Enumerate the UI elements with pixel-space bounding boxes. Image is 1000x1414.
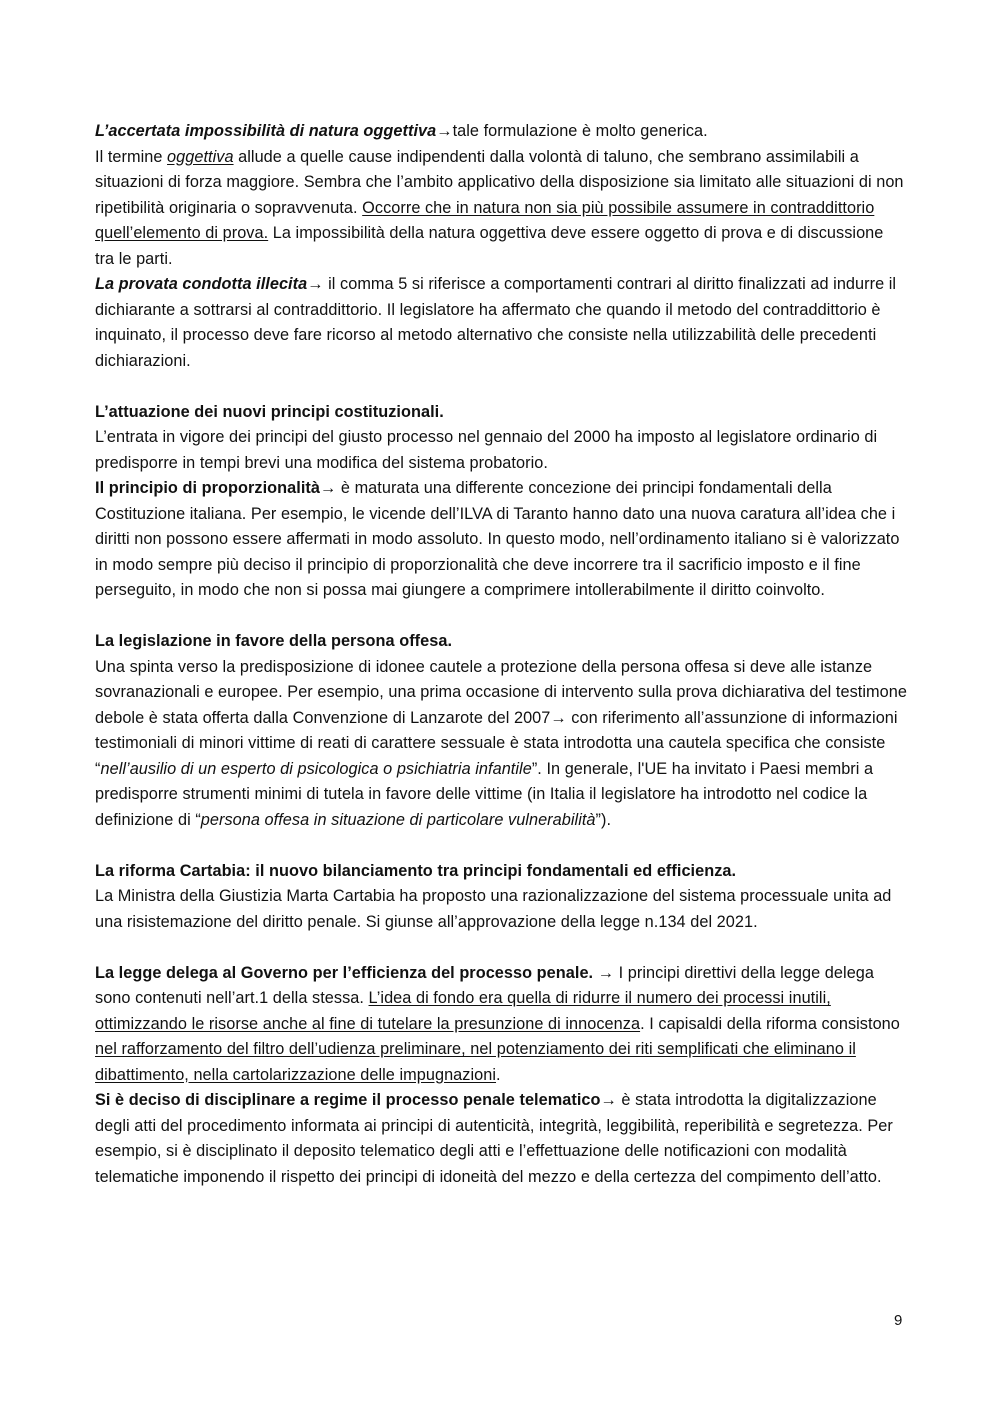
paragraph-condotta-illecita: La provata condotta illecita→ il comma 5 si riferisce a comportamenti contrari al diritto finalizzati ad indurre il dichiarante a sottrarsi al contraddittorio. Il legislatore ha affermato che quando il metodo del contraddittorio è inquinato, il processo deve fare ricorso al metodo alternativo che consiste nella utilizzabilità delle precedenti dichiarazioni. (95, 275, 897, 370)
underlined-sentence: Occorre che in natura non sia più possibile assumere in contraddittorio quell’elemento di prova. (95, 198, 875, 242)
arrow-right-icon: → (550, 708, 567, 727)
term-condotta-illecita: La provata condotta illecita (95, 275, 308, 293)
paragraph-legge-delega: La legge delega al Governo per l’efficienza del processo penale. → I principi direttivi della legge delega sono contenuti nell’art.1 della stessa. L’idea di fondo era quella di ridurre il numero dei processi inutili, ottimizzando le risorse anche al fine di tutelare la presunzione di innocenza. I capisaldi della riforma consistono nel rafforzamento del filtro dell’udienza preliminare, nel potenziamento dei riti semplificati che eliminano il dibattimento, nella cartolarizzazione delle impugnazioni. (95, 963, 900, 1084)
section-riforma-cartabia: La riforma Cartabia: il nuovo bilanciamento tra principi fondamentali ed efficienza. La Ministra della Giustizia Marta Cartabia ha proposto una razionalizzazione del sistema processuale unita ad una risistemazione del diritto penale. Si giunse all’approvazione della legge n.134 del 2021. (95, 861, 892, 931)
page-number: 9 (894, 1312, 903, 1329)
underlined-sentence: nel rafforzamento del filtro dell’udienza preliminare, nel potenziamento dei riti semplificati che eliminano il dibattimento, nella cartolarizzazione delle impugnazioni (95, 1040, 856, 1084)
section-heading: La legislazione in favore della persona offesa. (95, 632, 453, 650)
arrow-right-icon: → (436, 122, 453, 140)
term-legge-delega: La legge delega al Governo per l’efficienza del processo penale. (95, 963, 598, 982)
term-oggettiva: oggettiva (167, 147, 234, 166)
paragraph-impossibilita: L’accertata impossibilità di natura oggettiva→tale formulazione è molto generica. Il termine oggettiva allude a quelle cause indipendenti dalla volontà di taluno, che sembrano assimilabili a situazioni di forza maggiore. Sembra che l’ambito applicativo della disposizione sia limitato alle situazioni di non ripetibilità originaria o sopravvenuta. Occorre che in natura non sia più possibile assumere in contraddittorio quell’elemento di prova. La impossibilità della natura oggettiva deve essere oggetto di prova e di discussione tra le parti. (95, 122, 904, 268)
quote-italic: nell’ausilio di un esperto di psicologica o psichiatria infantile (100, 759, 532, 778)
section-persona-offesa: La legislazione in favore della persona offesa. Una spinta verso la predisposizione di idonee cautele a protezione della persona offesa si deve alle istanze sovranazionali e europee. Per esempio, una prima occasione di intervento sulla prova dichiarativa del testimone debole è stata offerta dalla Convenzione di Lanzarote del 2007→ con riferimento all’assunzione di informazioni testimoniali di minori vittime di reati di carattere sessuale è stata introdotta una cautela specifica che consiste “nell’ausilio di un esperto di psicologica o psichiatria infantile”. In generale, l'UE ha invitato i Paesi membri a predisporre strumenti minimi di tutela in favore delle vittime (in Italia il legislatore ha introdotto nel codice la definizione di “persona offesa in situazione di particolare vulnerabilità”). (95, 632, 907, 829)
arrow-right-icon: → (600, 1091, 617, 1109)
term-impossibilita: L’accertata impossibilità di natura oggettiva (95, 122, 437, 140)
section-heading: La riforma Cartabia: il nuovo bilanciamento tra principi fondamentali ed efficienza. (95, 861, 737, 880)
arrow-right-icon: → (319, 479, 337, 497)
underlined-sentence: L’idea di fondo era quella di ridurre il numero dei processi inutili, ottimizzando le risorse anche al fine di tutelare la presunzione di innocenza (95, 989, 831, 1033)
document-body (95, 119, 907, 1190)
paragraph-processo-telematico: Si è deciso di disciplinare a regime il processo penale telematico→ è stata introdotta la digitalizzazione degli atti del procedimento informata ai principi di autenticità, integrità, leggibilità, reperibilità e segretezza. Per esempio, si è disciplinato il deposito telematico degli atti e l’effettuazione delle notificazioni con modalità telematiche imponendo il rispetto dei principi di idoneità del mezzo e della certezza del compimento dell’atto. (95, 1091, 893, 1186)
section-heading: L’attuazione dei nuovi principi costituzionali. (95, 402, 444, 421)
arrow-right-icon: → (307, 275, 324, 293)
paragraph-proporzionalita: Il principio di proporzionalità→ è maturata una differente concezione dei principi fondamentali della Costituzione italiana. Per esempio, le vicende dell’ILVA di Taranto hanno dato una nuova caratura all’idea che i diritti non possono essere affermati in modo assoluto. In questo modo, nell’ordinamento italiano si è valorizzato in modo sempre più deciso il principio di proporzionalità che deve incorrere tra il sacrificio imposto e il fine perseguito, in modo che non si possa mai giungere a comprimere intollerabilmente il diritto coinvolto. (95, 479, 900, 599)
quote-italic: persona offesa in situazione di particolare vulnerabilità (200, 810, 596, 829)
term-proporzionalita: Il principio di proporzionalità (95, 479, 320, 497)
arrow-right-icon: → (597, 963, 615, 982)
section-attuazione: L’attuazione dei nuovi principi costituzionali. L’entrata in vigore dei principi del giusto processo nel gennaio del 2000 ha imposto al legislatore ordinario di predisporre in tempi brevi una modifica del sistema probatorio. (95, 402, 878, 472)
term-processo-telematico: Si è deciso di disciplinare a regime il processo penale telematico (95, 1091, 601, 1109)
